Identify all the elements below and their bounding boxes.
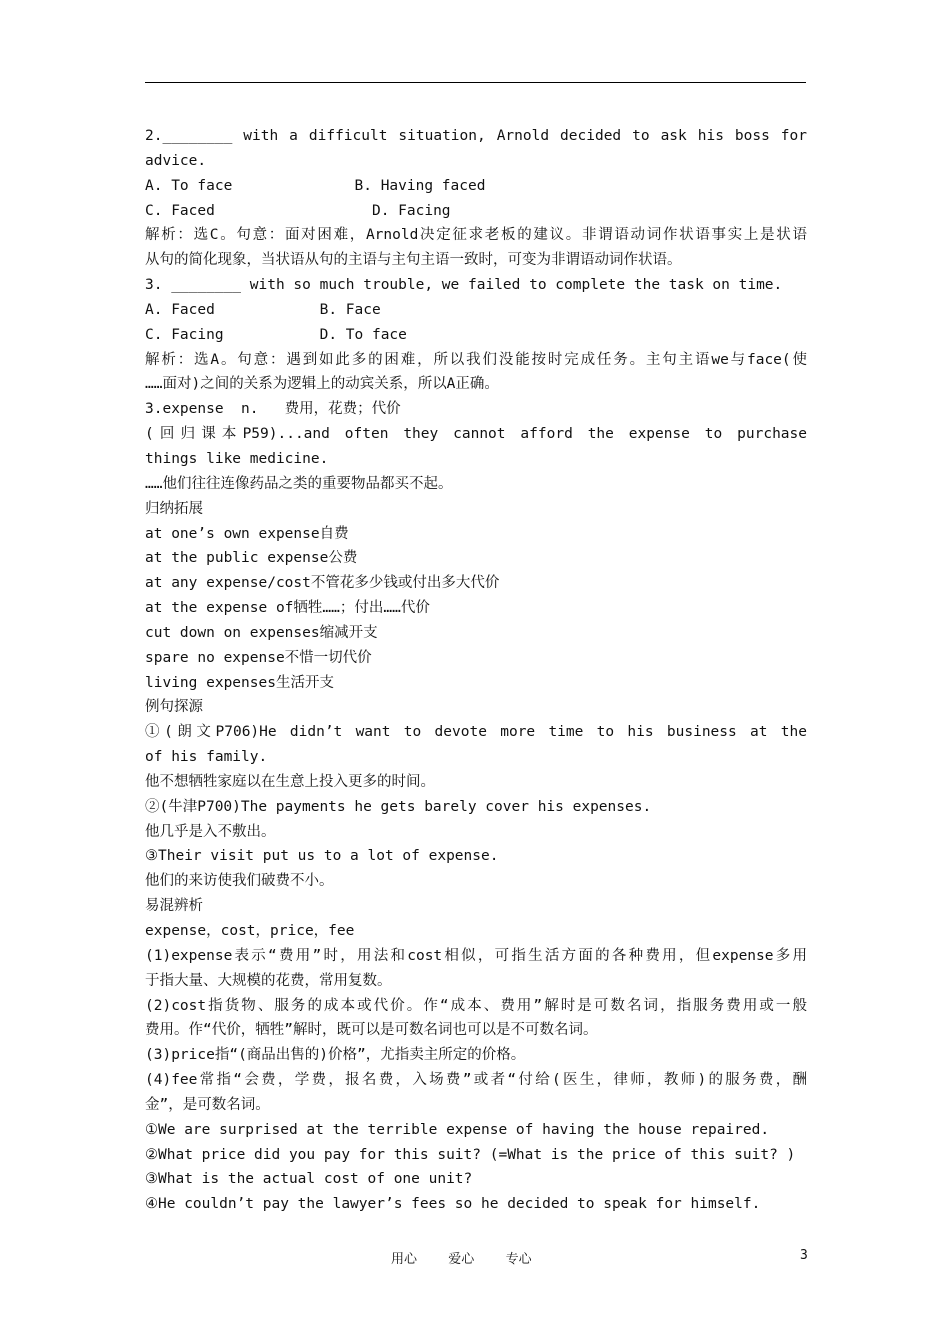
text-line: ……他们往往连像药品之类的重要物品都买不起。	[145, 475, 453, 492]
text-line: ③Their visit put us to a lot of expense.	[145, 848, 499, 865]
text-line: 于指大量、大规模的花费，常用复数。	[145, 972, 392, 989]
text-line: (2)cost指货物、服务的成本或代价。作“成本、费用”解时是可数名词，指服务费用或一般	[145, 997, 807, 1014]
text-line: 归纳拓展	[145, 500, 203, 517]
text-line: C. Facing D. To face	[145, 326, 407, 343]
text-line: 例句探源	[145, 699, 203, 716]
text-line: 易混辨析	[145, 898, 203, 915]
text-line: things like medicine.	[145, 450, 329, 467]
text-line: (4)fee常指“会费，学费，报名费，入场费”或者“付给(医生，律师，教师)的服务费，酬	[145, 1072, 807, 1089]
text-line: ④He couldn’t pay the lawyer’s fees so he decided to speak for himself.	[145, 1196, 761, 1213]
text-line: 从句的简化现象，当状语从句的主语与主句主语一致时，可变为非谓语动词作状语。	[145, 252, 682, 269]
text-line: ①(朗文P706)He didn’t want to devote more time to his business at the	[145, 724, 807, 741]
text-line: expense，cost，price，fee	[145, 923, 355, 939]
text-line: at one’s own expense自费	[145, 525, 349, 542]
text-line: ②What price did you pay for this suit? (=What is the price of this suit? )	[145, 1146, 796, 1163]
text-line: A. To face B. Having faced	[145, 177, 486, 194]
text-line: 他几乎是入不敷出。	[145, 823, 276, 840]
text-line: 2.________ with a difficult situation, Arnold decided to ask his boss for	[145, 128, 807, 144]
text-line: advice.	[145, 152, 207, 169]
text-line: C. Faced D. Facing	[145, 202, 451, 219]
text-line: cut down on expenses缩减开支	[145, 624, 378, 641]
text-line: 费用。作“代价，牺牲”解时，既可以是可数名词也可以是不可数名词。	[145, 1022, 598, 1039]
text-line: living expenses生活开支	[145, 674, 334, 691]
text-line: at the public expense公费	[145, 550, 358, 567]
footer-motto: 用心 爱心 专心	[391, 1252, 532, 1267]
page-number: 3	[800, 1248, 808, 1263]
text-line: ③What is the actual cost of one unit?	[145, 1171, 473, 1188]
text-line: 金”，是可数名词。	[145, 1096, 270, 1113]
text-line: (1)expense表示“费用”时，用法和cost相似，可指生活方面的各种费用，但expense多用	[145, 947, 807, 964]
document-body	[145, 124, 807, 1217]
text-line: ①We are surprised at the terrible expense of having the house repaired.	[145, 1121, 770, 1138]
text-line: at any expense/cost不管花多少钱或付出多大代价	[145, 575, 500, 592]
text-line: ……面对)之间的关系为逻辑上的动宾关系，所以A正确。	[145, 376, 499, 393]
header-rule	[145, 82, 806, 83]
text-line: spare no expense不惜一切代价	[145, 649, 372, 666]
text-line: at the expense of牺牲……；付出……代价	[145, 600, 430, 617]
text-line: ②(牛津P700)The payments he gets barely cover his expenses.	[145, 798, 652, 815]
text-line: 他不想牺牲家庭以在生意上投入更多的时间。	[145, 773, 435, 790]
text-line: (3)price指“(商品出售的)价格”，尤指卖主所定的价格。	[145, 1047, 526, 1064]
text-line: 解析：选C。句意：面对困难，Arnold决定征求老板的建议。非谓语动词作状语事实上是状语	[145, 227, 807, 244]
text-line: 3.expense n. 费用，花费；代价	[145, 401, 401, 418]
text-line: 3. ________ with so much trouble, we failed to complete the task on time.	[145, 277, 783, 294]
text-line: 他们的来访使我们破费不小。	[145, 873, 334, 890]
text-line: (回归课本P59)...and often they cannot afford the expense to purchase	[145, 426, 807, 443]
text-line: A. Faced B. Face	[145, 301, 381, 318]
text-line: 解析：选A。句意：遇到如此多的困难，所以我们没能按时完成任务。主句主语we与face(使	[145, 351, 807, 368]
text-line: of his family.	[145, 749, 268, 766]
